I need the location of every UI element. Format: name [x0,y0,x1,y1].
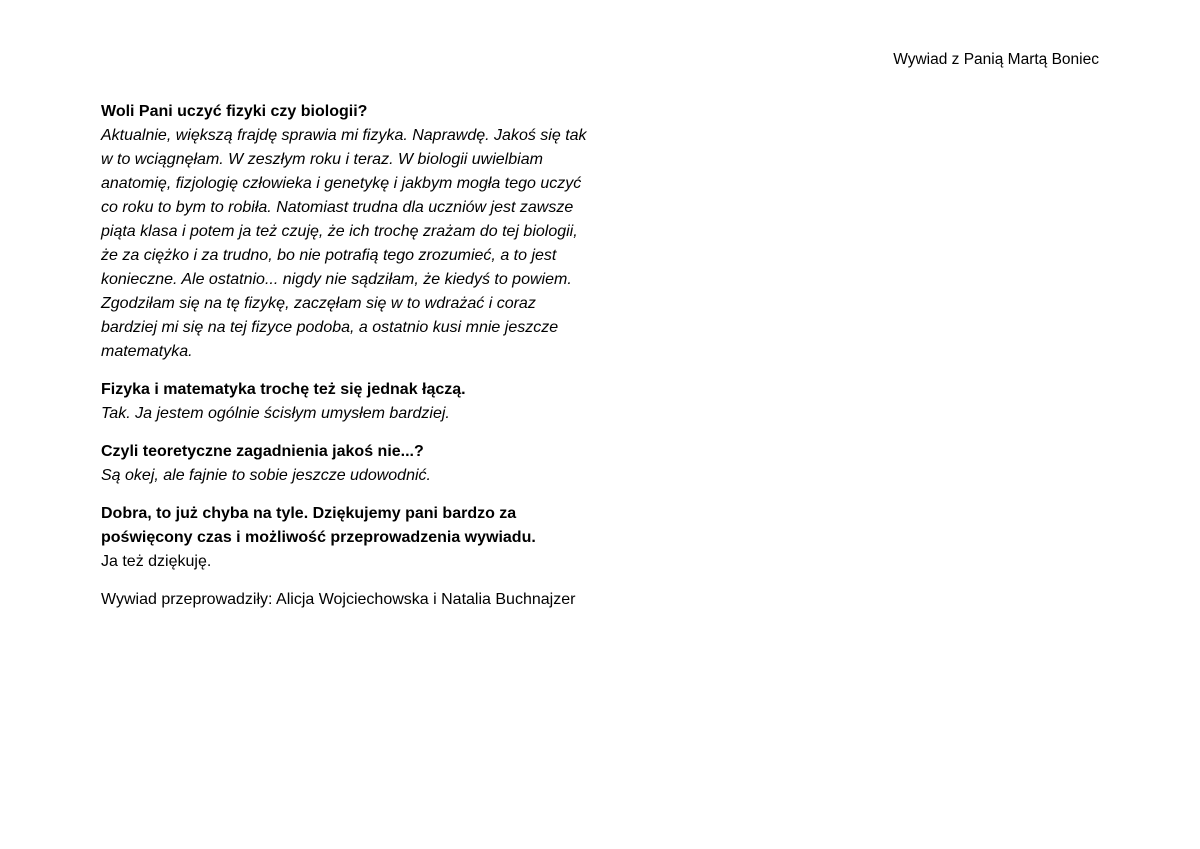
question-line: Czyli teoretyczne zagadnienia jakoś nie...? [101,443,424,460]
answer-line: że za ciężko i za trudno, bo nie potrafią tego zrozumieć, a to jest [101,247,557,264]
answer-line: konieczne. Ale ostatnio... nigdy nie sądziłam, że kiedyś to powiem. [101,271,572,288]
answer-line: Ja też dziękuję. [101,553,212,570]
answer-line: Są okej, ale fajnie to sobie jeszcze udowodnić. [101,467,431,484]
interview-credits: Wywiad przeprowadziły: Alicja Wojciechowska i Natalia Buchnajzer [101,591,576,608]
answer-line: Zgodziłam się na tę fizykę, zaczęłam się w to wdrażać i coraz [101,295,536,312]
question-line: Woli Pani uczyć fizyki czy biologii? [101,103,368,120]
interview-body [101,100,591,612]
qa-block-4 [101,502,591,574]
answer-line: co roku to bym to robiła. Natomiast trudna dla uczniów jest zawsze [101,199,574,216]
question-4 [101,502,591,550]
page-header: Wywiad z Panią Martą Boniec [893,51,1099,68]
qa-block-3 [101,440,591,488]
answer-line: w to wciągnęłam. W zeszłym roku i teraz. W biologii uwielbiam [101,151,543,168]
answer-3 [101,464,591,488]
answer-line: bardziej mi się na tej fizyce podoba, a ostatnio kusi mnie jeszcze [101,319,559,336]
answer-line: Tak. Ja jestem ogólnie ścisłym umysłem bardziej. [101,405,450,422]
answer-1 [101,124,591,364]
answer-2 [101,402,591,426]
answer-line: matematyka. [101,343,193,360]
answer-line: piąta klasa i potem ja też czuję, że ich trochę zrażam do tej biologii, [101,223,578,240]
qa-block-2 [101,378,591,426]
question-line: Fizyka i matematyka trochę też się jednak łączą. [101,381,466,398]
answer-line: anatomię, fizjologię człowieka i genetykę i jakbym mogła tego uczyć [101,175,582,192]
question-2 [101,378,591,402]
qa-block-1 [101,100,591,364]
answer-4 [101,550,591,574]
question-line: poświęcony czas i możliwość przeprowadzenia wywiadu. [101,529,536,546]
answer-line: Aktualnie, większą frajdę sprawia mi fizyka. Naprawdę. Jakoś się tak [101,127,587,144]
question-line: Dobra, to już chyba na tyle. Dziękujemy pani bardzo za [101,505,517,522]
question-3 [101,440,591,464]
question-1 [101,100,591,124]
